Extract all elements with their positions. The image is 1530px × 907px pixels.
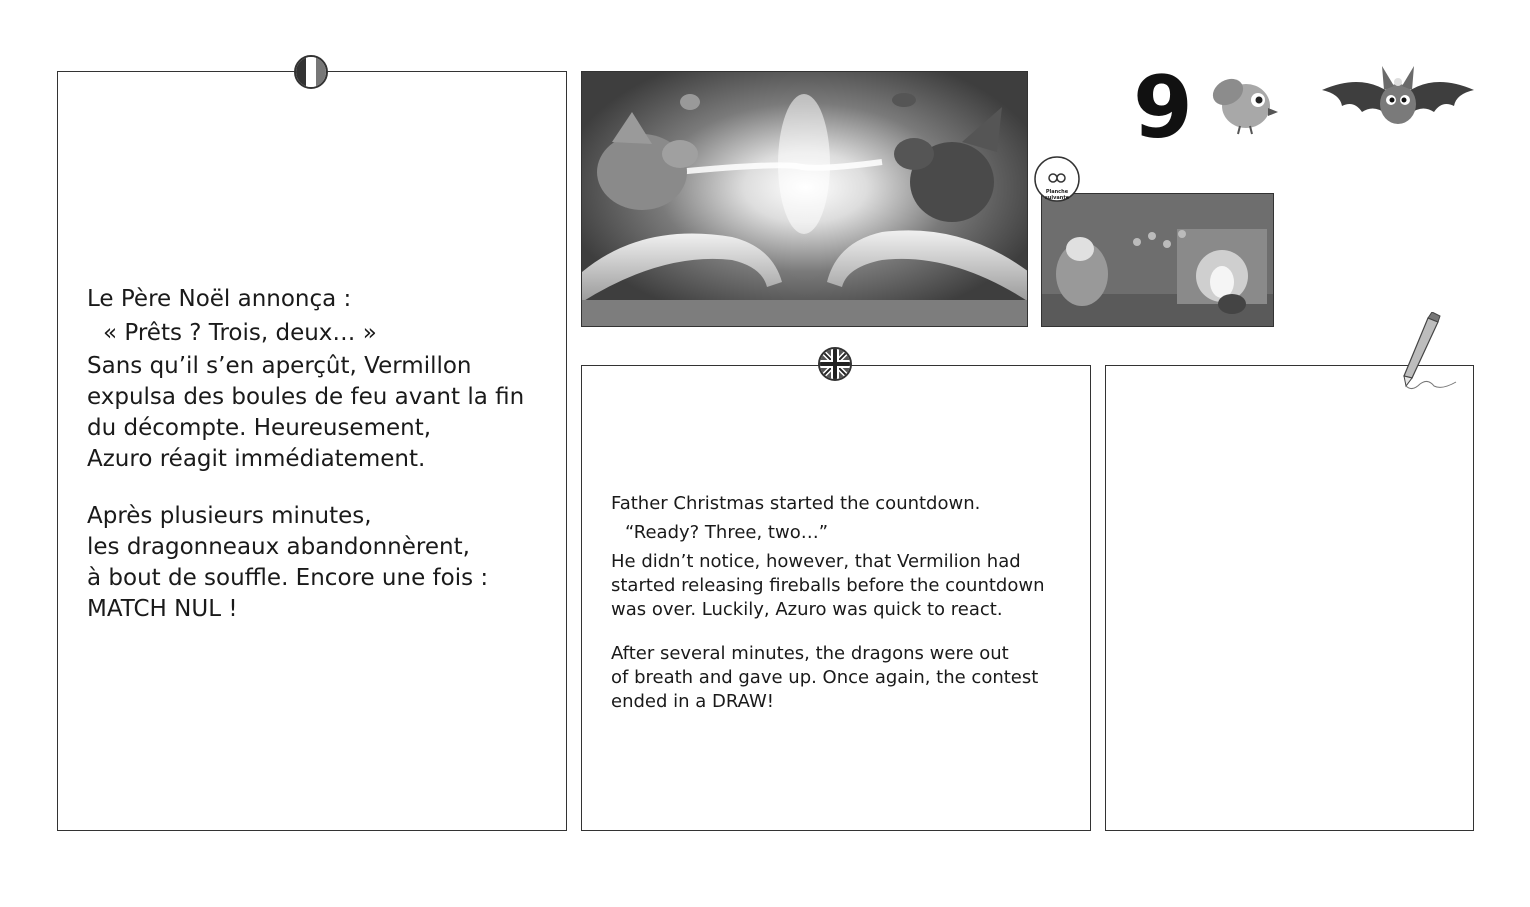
english-text-panel [581,365,1091,831]
french-para2-line: MATCH NUL ! [87,596,238,622]
bird-icon [1200,66,1282,138]
next-page-badge [1033,155,1081,203]
english-line-1: Father Christmas started the countdown. [611,493,981,514]
bat-icon [1318,60,1478,138]
badge-label: Planche suivante [1044,189,1070,201]
french-flag-icon [294,55,328,89]
english-para1-line: was over. Luckily, Azuro was quick to react. [611,599,1003,620]
french-para2-line: à bout de souffle. Encore une fois : [87,565,489,591]
french-para1-line: Azuro réagit immédiatement. [87,446,426,472]
uk-flag-icon [818,347,852,381]
english-para1-line: He didn’t notice, however, that Vermilion had [611,551,1021,572]
drawing-area[interactable] [1105,365,1474,831]
english-quote: “Ready? Three, two…” [625,522,829,543]
french-para2-line: les dragonneaux abandonnèrent, [87,534,470,560]
english-para2-line: After several minutes, the dragons were out [611,643,1009,664]
french-para1-line: du décompte. Heureusement, [87,415,432,441]
french-text-panel [57,71,567,831]
french-para2-line: Après plusieurs minutes, [87,503,372,529]
french-para1-line: expulsa des boules de feu avant la fin [87,384,525,410]
page-number: 9 [1133,58,1193,158]
french-text [87,284,557,625]
pencil-icon [1398,312,1460,394]
french-para1-line: Sans qu’il s’en aperçût, Vermillon [87,353,472,379]
dragons-fire-illustration [581,71,1028,327]
english-para2-line: of breath and gave up. Once again, the contest [611,667,1039,688]
english-para2-line: ended in a DRAW! [611,691,774,712]
santa-fireplace-thumbnail [1041,193,1274,327]
french-quote: « Prêts ? Trois, deux… » [103,320,377,346]
french-line-1: Le Père Noël annonça : [87,286,352,312]
english-text [611,492,1081,714]
english-para1-line: started releasing fireballs before the countdown [611,575,1045,596]
